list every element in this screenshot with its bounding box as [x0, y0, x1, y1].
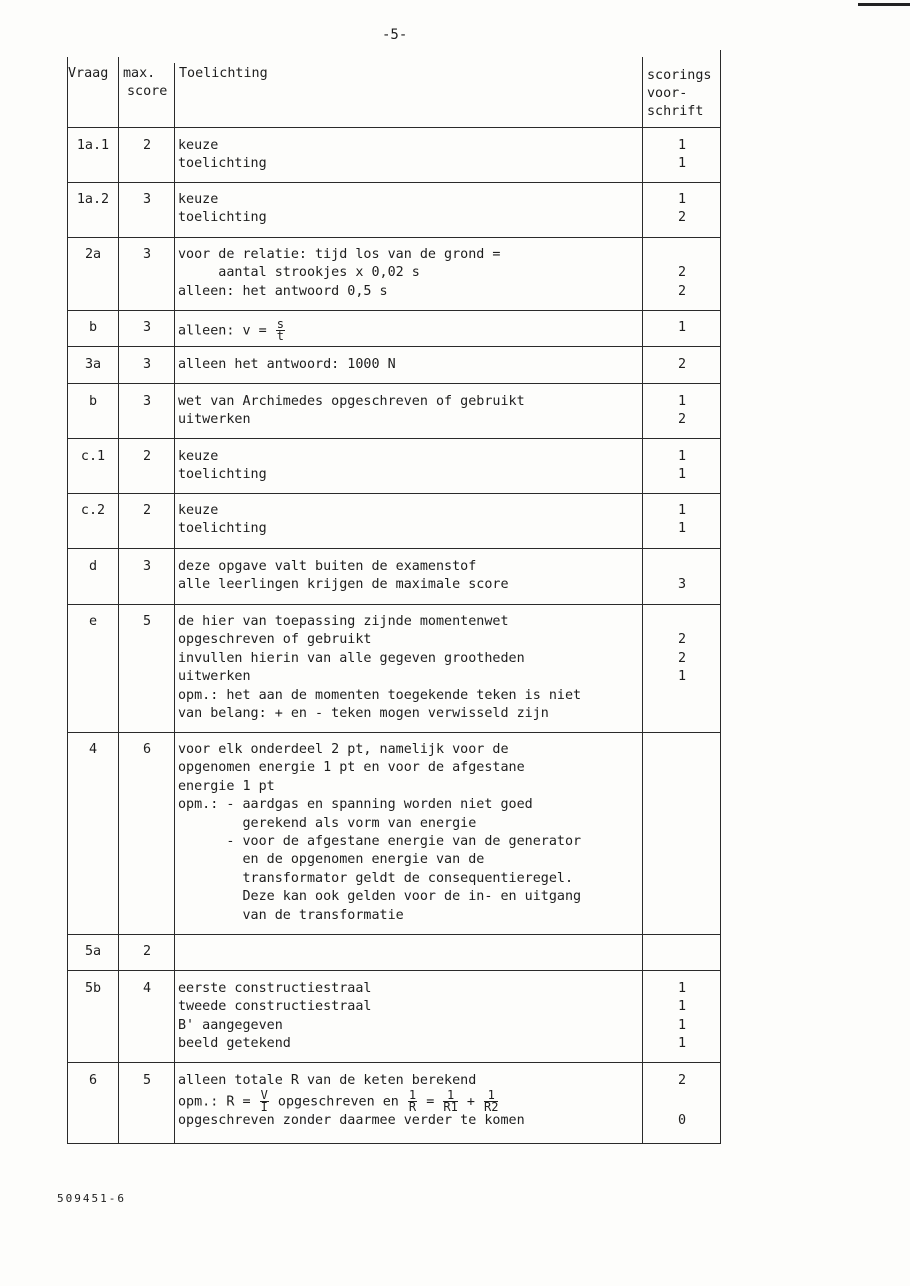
explanation-line: keuze	[178, 138, 219, 153]
page-number: -5-	[382, 27, 408, 43]
scoring-points	[646, 356, 718, 374]
scoring-points	[646, 191, 718, 228]
max-score: 3	[142, 559, 152, 574]
question-id: 1a.2	[76, 192, 110, 207]
explanation-line: alleen: v = $\frac{s}{t}$	[178, 317, 284, 343]
scoring-value: 1	[677, 999, 687, 1015]
scoring-points	[646, 613, 718, 723]
scoring-value	[646, 705, 718, 723]
scoring-points	[646, 137, 718, 174]
question-id: c.2	[80, 503, 106, 518]
explanation-line: invullen hierin van alle gegeven grootheden	[178, 650, 525, 666]
scoring-value: 1	[677, 669, 687, 685]
max-score: 2	[142, 944, 152, 959]
explanation-line: keuze	[178, 192, 219, 207]
explanation-line: van belang: + en - teken mogen verwisseld zijn	[178, 705, 549, 721]
max-score: 2	[142, 138, 152, 153]
scoring-points	[646, 448, 718, 485]
max-score: 3	[142, 247, 152, 262]
question-id: 5b	[84, 981, 102, 996]
scoring-value	[646, 246, 718, 264]
explanation	[178, 191, 640, 228]
scoring-value: 1	[677, 192, 687, 207]
explanation-line: en de opgenomen energie van de	[178, 852, 485, 868]
scoring-value	[646, 558, 718, 576]
scoring-value: 2	[677, 357, 687, 372]
scoring-value	[646, 613, 718, 631]
scoring-value: 1	[677, 503, 687, 518]
explanation-line: toelichting	[178, 210, 267, 226]
question-id: 3a	[84, 357, 102, 372]
explanation	[178, 502, 640, 539]
scoring-points	[646, 393, 718, 430]
header-toelichting: Toelichting	[179, 66, 268, 81]
explanation-line: opgeschreven of gebruikt	[178, 632, 372, 648]
explanation-line: opgenomen energie 1 pt en voor de afgestane	[178, 760, 525, 776]
explanation-line: keuze	[178, 449, 219, 464]
scoring-value	[646, 687, 718, 705]
scoring-value: 1	[677, 981, 687, 996]
max-score: 2	[142, 503, 152, 518]
explanation-line: deze opgave valt buiten de examenstof	[178, 559, 477, 574]
explanation-line: eerste constructiestraal	[178, 981, 372, 996]
footer-code: 509451-6	[57, 1192, 126, 1205]
fraction: $\frac{V}{I}$	[260, 1088, 268, 1115]
question-id: c.1	[80, 449, 106, 464]
question-id: 6	[88, 1073, 98, 1088]
explanation	[178, 356, 640, 374]
question-id: 2a	[84, 247, 102, 262]
explanation	[178, 558, 640, 595]
scoring-points	[646, 558, 718, 595]
explanation	[178, 1072, 640, 1131]
scoring-value: 2	[677, 283, 687, 299]
scoring-value: 2	[677, 210, 687, 226]
explanation	[178, 246, 640, 301]
scoring-value	[646, 1090, 718, 1112]
scoring-value: 0	[677, 1113, 687, 1129]
explanation-line: alle leerlingen krijgen de maximale score	[178, 577, 509, 593]
scoring-value: 2	[677, 412, 687, 428]
explanation-line: van de transformatie	[178, 907, 404, 923]
scoring-points	[646, 1072, 718, 1131]
explanation-line: alleen het antwoord: 1000 N	[178, 357, 396, 372]
explanation-line: tweede constructiestraal	[178, 999, 372, 1015]
scoring-value: 2	[677, 650, 687, 666]
scoring-value: 1	[677, 521, 687, 537]
explanation-line: uitwerken	[178, 669, 251, 685]
explanation-line: beeld getekend	[178, 1036, 291, 1052]
explanation-line: B' aangegeven	[178, 1017, 283, 1033]
fraction: $\frac{1}{R2}$	[483, 1088, 499, 1115]
scoring-value: 2	[677, 1073, 687, 1088]
explanation-line: alleen: het antwoord 0,5 s	[178, 283, 388, 299]
explanation-line: de hier van toepassing zijnde momentenwet	[178, 614, 509, 629]
header-max: max.	[123, 66, 156, 81]
scoring-points	[646, 502, 718, 539]
fraction: $\frac{1}{R1}$	[443, 1088, 458, 1115]
question-id: b	[88, 320, 98, 335]
explanation	[178, 980, 640, 1054]
explanation-line: alleen totale R van de keten berekend	[178, 1073, 477, 1088]
scoring-value: 1	[677, 138, 687, 153]
explanation-line: keuze	[178, 503, 219, 518]
explanation-line: aantal strookjes x 0,02 s	[178, 265, 420, 281]
question-id: 1a.1	[76, 138, 110, 153]
explanation	[178, 741, 640, 925]
scoring-value: 2	[677, 632, 687, 648]
max-score: 5	[142, 1073, 152, 1088]
header-voor: voor-	[647, 86, 688, 101]
scoring-value: 2	[677, 265, 687, 281]
scoring-points	[646, 246, 718, 301]
scoring-value: 1	[677, 449, 687, 464]
header-vraag: Vraag	[68, 66, 109, 81]
explanation-line: opm.: het aan de momenten toegekende teken is niet	[178, 687, 582, 703]
explanation-line: toelichting	[178, 467, 267, 483]
max-score: 3	[142, 320, 152, 335]
scoring-value: 1	[677, 1036, 687, 1052]
max-score: 3	[142, 192, 152, 207]
header-score: score	[127, 84, 168, 99]
header-schrift: schrift	[647, 104, 704, 119]
explanation-line: toelichting	[178, 156, 267, 172]
fraction: $\frac{1}{R}$	[408, 1088, 417, 1115]
explanation-line: toelichting	[178, 521, 267, 537]
top-edge-mark	[858, 3, 910, 6]
explanation-line: voor elk onderdeel 2 pt, namelijk voor de	[178, 742, 509, 757]
max-score: 3	[142, 357, 152, 372]
max-score: 5	[142, 614, 152, 629]
scoring-value: 1	[677, 394, 687, 409]
explanation-line: - voor de afgestane energie van de generator	[178, 833, 582, 849]
question-id: d	[88, 559, 98, 574]
scoring-value: 1	[677, 156, 687, 172]
question-id: e	[88, 614, 98, 629]
max-score: 2	[142, 449, 152, 464]
fraction: $\frac{s}{t}$	[276, 317, 284, 343]
scoring-points	[646, 319, 718, 337]
question-id: b	[88, 394, 98, 409]
explanation-line: opgeschreven zonder daarmee verder te komen	[178, 1113, 525, 1129]
explanation	[178, 137, 640, 174]
explanation-line: opm.: - aardgas en spanning worden niet goed	[178, 797, 533, 813]
explanation-line: Deze kan ook gelden voor de in- en uitgang	[178, 889, 582, 905]
max-score: 3	[142, 394, 152, 409]
explanation-line: energie 1 pt	[178, 778, 275, 794]
explanation-line: uitwerken	[178, 412, 251, 428]
scoring-value: 3	[677, 577, 687, 593]
scoring-value: 1	[677, 1017, 687, 1033]
explanation	[178, 317, 640, 343]
scoring-points	[646, 980, 718, 1054]
explanation	[178, 613, 640, 723]
explanation-line: opm.: R = $\frac{V}{I}$ opgeschreven en $\frac{1}{R}$ = $\frac{1}{R1}$ + $\frac{1}{R2}$	[178, 1088, 499, 1115]
max-score: 4	[142, 981, 152, 996]
explanation	[178, 448, 640, 485]
explanation-line: wet van Archimedes opgeschreven of gebruikt	[178, 394, 525, 409]
scoring-value: 1	[677, 320, 687, 335]
question-id: 5a	[84, 944, 102, 959]
explanation-line: gerekend als vorm van energie	[178, 815, 477, 831]
explanation-line: transformator geldt de consequentieregel.	[178, 870, 574, 886]
scoring-value: 1	[677, 467, 687, 483]
explanation-line: voor de relatie: tijd los van de grond =	[178, 247, 501, 262]
question-id: 4	[88, 742, 98, 757]
header-scorings: scorings	[647, 68, 712, 83]
max-score: 6	[142, 742, 152, 757]
explanation	[178, 393, 640, 430]
